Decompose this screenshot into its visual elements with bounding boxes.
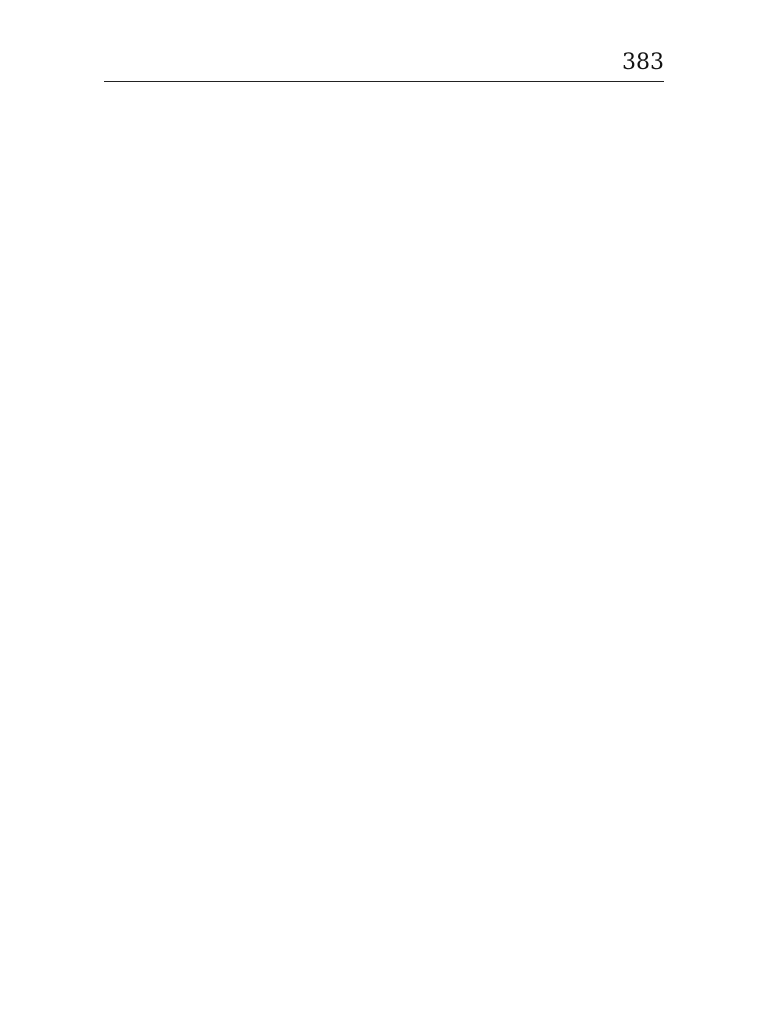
page-number: 383 xyxy=(622,50,664,75)
running-head xyxy=(104,48,664,82)
